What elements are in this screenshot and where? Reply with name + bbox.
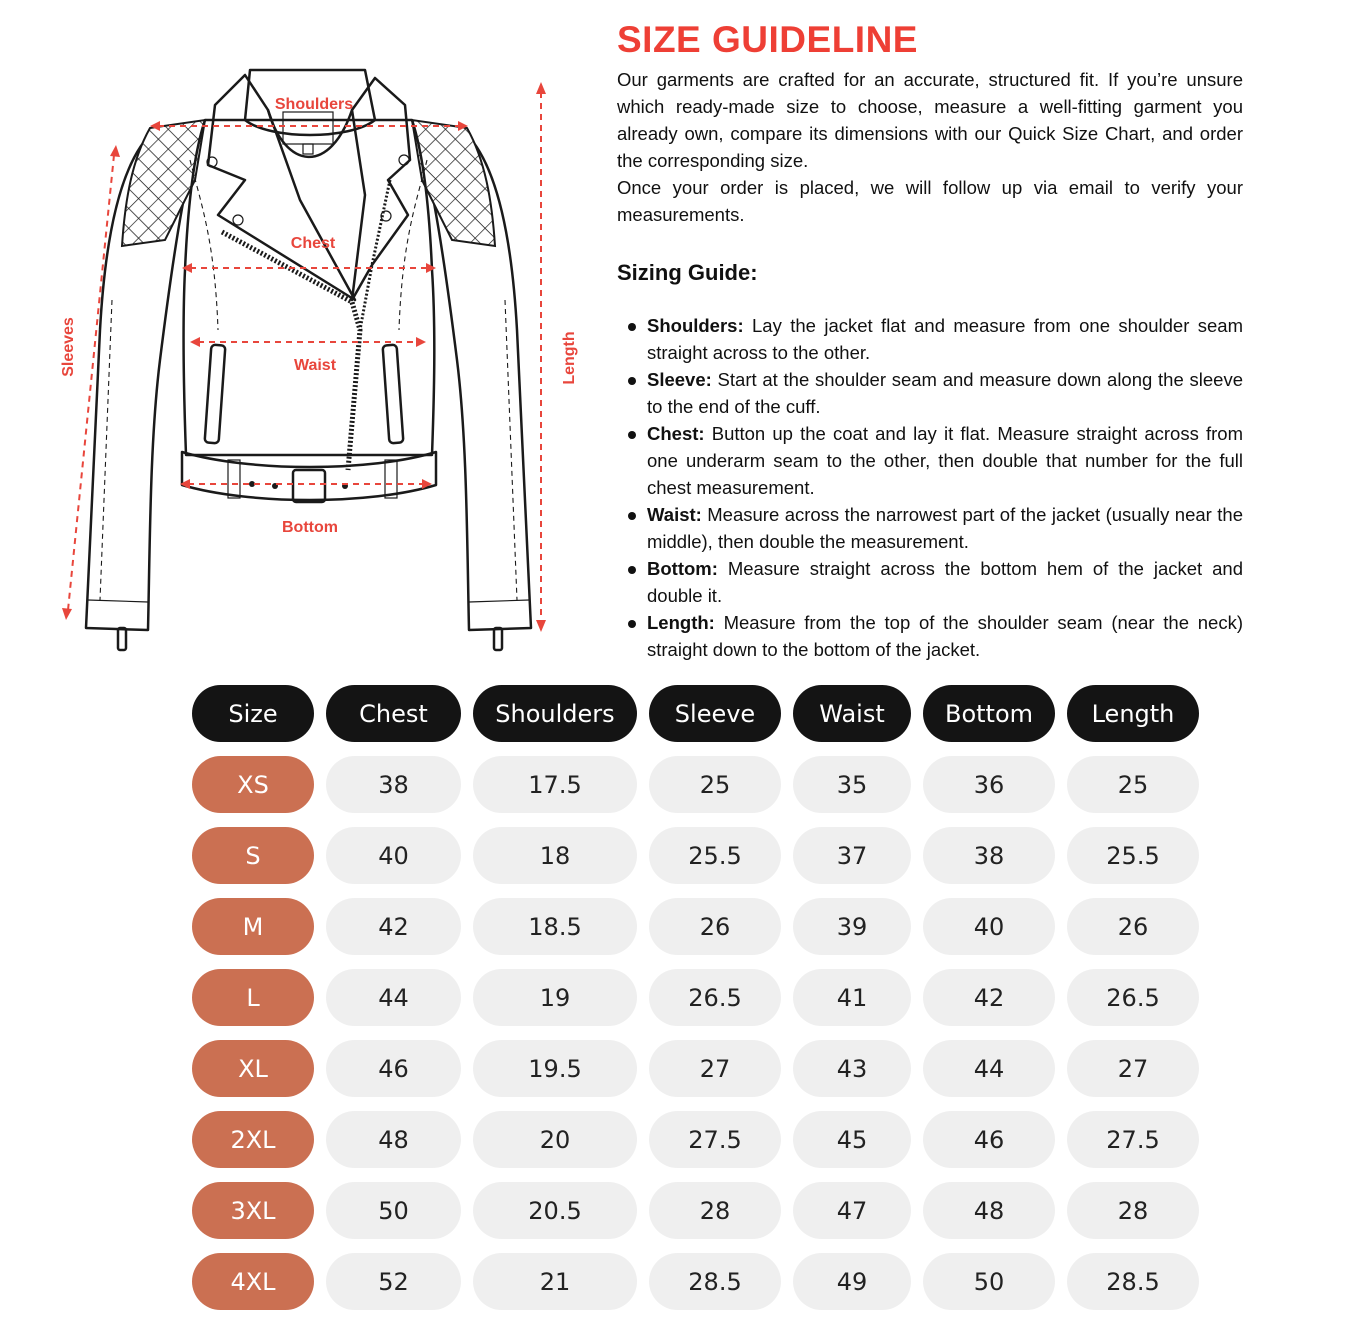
table-cell-length: 26 bbox=[1067, 898, 1199, 955]
size-pill: S bbox=[192, 827, 314, 884]
size-guide-text bbox=[617, 20, 1243, 663]
table-cell-bottom: 44 bbox=[923, 1040, 1055, 1097]
guide-item-term: Length: bbox=[647, 612, 715, 633]
guide-item-text: Start at the shoulder seam and measure down along the sleeve to the end of the cuff. bbox=[647, 369, 1243, 417]
table-cell-sleeve: 26 bbox=[649, 898, 781, 955]
header-shoulders: Shoulders bbox=[473, 685, 637, 742]
size-pill: M bbox=[192, 898, 314, 955]
table-cell-chest: 40 bbox=[326, 827, 461, 884]
table-cell-chest: 50 bbox=[326, 1182, 461, 1239]
size-pill: 2XL bbox=[192, 1111, 314, 1168]
table-cell-shoulders: 20.5 bbox=[473, 1182, 637, 1239]
table-cell-sleeve: 27 bbox=[649, 1040, 781, 1097]
intro-text bbox=[617, 66, 1243, 228]
table-cell-chest: 46 bbox=[326, 1040, 461, 1097]
table-header-row bbox=[192, 685, 1211, 742]
label-sleeves: Sleeves bbox=[60, 317, 77, 377]
table-cell-waist: 39 bbox=[793, 898, 911, 955]
guide-item-text: Lay the jacket flat and measure from one shoulder seam straight across to the other. bbox=[647, 315, 1243, 363]
label-length: Length bbox=[561, 331, 578, 385]
table-cell-chest: 52 bbox=[326, 1253, 461, 1310]
sizing-guide-heading: Sizing Guide: bbox=[617, 260, 758, 285]
sizing-guide-list bbox=[617, 312, 1243, 663]
table-cell-shoulders: 19 bbox=[473, 969, 637, 1026]
table-cell-waist: 49 bbox=[793, 1253, 911, 1310]
guide-item bbox=[617, 420, 1243, 501]
table-cell-bottom: 40 bbox=[923, 898, 1055, 955]
table-cell-waist: 37 bbox=[793, 827, 911, 884]
table-cell-sleeve: 28.5 bbox=[649, 1253, 781, 1310]
guide-item-text: Button up the coat and lay it flat. Measure straight across from one underarm seam to the other, then double that number for the full chest measurement. bbox=[647, 423, 1243, 498]
table-cell-length: 25.5 bbox=[1067, 827, 1199, 884]
guide-item bbox=[617, 312, 1243, 366]
table-cell-sleeve: 26.5 bbox=[649, 969, 781, 1026]
guide-item-term: Shoulders: bbox=[647, 315, 744, 336]
table-row bbox=[192, 1111, 1211, 1168]
table-cell-bottom: 42 bbox=[923, 969, 1055, 1026]
table-cell-sleeve: 25 bbox=[649, 756, 781, 813]
guide-item-term: Bottom: bbox=[647, 558, 718, 579]
table-cell-length: 26.5 bbox=[1067, 969, 1199, 1026]
table-cell-bottom: 38 bbox=[923, 827, 1055, 884]
label-shoulders: Shoulders bbox=[274, 96, 354, 113]
table-cell-bottom: 48 bbox=[923, 1182, 1055, 1239]
table-cell-waist: 47 bbox=[793, 1182, 911, 1239]
header-chest: Chest bbox=[326, 685, 461, 742]
guide-item-text: Measure from the top of the shoulder seam (near the neck) straight down to the bottom of the jacket. bbox=[647, 612, 1243, 660]
page-title: SIZE GUIDELINE bbox=[617, 19, 918, 60]
table-cell-length: 28.5 bbox=[1067, 1253, 1199, 1310]
guide-item-term: Waist: bbox=[647, 504, 702, 525]
table-row bbox=[192, 969, 1211, 1026]
intro-paragraph: Once your order is placed, we will follow up via email to verify your measurements. bbox=[617, 177, 1243, 225]
table-cell-shoulders: 17.5 bbox=[473, 756, 637, 813]
guide-item-term: Sleeve: bbox=[647, 369, 712, 390]
table-cell-shoulders: 20 bbox=[473, 1111, 637, 1168]
table-row bbox=[192, 1182, 1211, 1239]
table-cell-bottom: 46 bbox=[923, 1111, 1055, 1168]
table-cell-sleeve: 28 bbox=[649, 1182, 781, 1239]
table-cell-length: 27 bbox=[1067, 1040, 1199, 1097]
table-row bbox=[192, 1040, 1211, 1097]
table-cell-bottom: 36 bbox=[923, 756, 1055, 813]
size-pill: XL bbox=[192, 1040, 314, 1097]
size-chart-table bbox=[192, 685, 1211, 1324]
table-cell-length: 28 bbox=[1067, 1182, 1199, 1239]
table-cell-sleeve: 25.5 bbox=[649, 827, 781, 884]
table-row bbox=[192, 827, 1211, 884]
table-row bbox=[192, 898, 1211, 955]
guide-item-term: Chest: bbox=[647, 423, 705, 444]
table-cell-chest: 42 bbox=[326, 898, 461, 955]
table-cell-chest: 44 bbox=[326, 969, 461, 1026]
table-cell-waist: 45 bbox=[793, 1111, 911, 1168]
label-waist: Waist bbox=[293, 357, 337, 374]
table-cell-sleeve: 27.5 bbox=[649, 1111, 781, 1168]
intro-paragraph: Our garments are crafted for an accurate, structured fit. If you’re unsure which ready-made size to choose, measure a well-fitting garment you already own, compare its dimensions with our Quick Size Chart, and order the corresponding size. bbox=[617, 69, 1243, 171]
guide-item bbox=[617, 555, 1243, 609]
header-bottom: Bottom bbox=[923, 685, 1055, 742]
table-cell-shoulders: 18.5 bbox=[473, 898, 637, 955]
header-waist: Waist bbox=[793, 685, 911, 742]
table-cell-shoulders: 19.5 bbox=[473, 1040, 637, 1097]
table-row bbox=[192, 1253, 1211, 1310]
size-pill: 4XL bbox=[192, 1253, 314, 1310]
table-cell-length: 25 bbox=[1067, 756, 1199, 813]
table-row bbox=[192, 756, 1211, 813]
table-cell-shoulders: 18 bbox=[473, 827, 637, 884]
header-sleeve: Sleeve bbox=[649, 685, 781, 742]
table-cell-length: 27.5 bbox=[1067, 1111, 1199, 1168]
table-cell-shoulders: 21 bbox=[473, 1253, 637, 1310]
header-size: Size bbox=[192, 685, 314, 742]
table-cell-waist: 35 bbox=[793, 756, 911, 813]
table-cell-chest: 48 bbox=[326, 1111, 461, 1168]
guide-item bbox=[617, 501, 1243, 555]
size-pill: 3XL bbox=[192, 1182, 314, 1239]
guide-item-text: Measure across the narrowest part of the jacket (usually near the middle), then double the measurement. bbox=[647, 504, 1243, 552]
jacket-diagram bbox=[0, 0, 600, 670]
table-cell-chest: 38 bbox=[326, 756, 461, 813]
table-cell-waist: 43 bbox=[793, 1040, 911, 1097]
guide-item-text: Measure straight across the bottom hem of the jacket and double it. bbox=[647, 558, 1243, 606]
table-cell-bottom: 50 bbox=[923, 1253, 1055, 1310]
guide-item bbox=[617, 609, 1243, 663]
table-cell-waist: 41 bbox=[793, 969, 911, 1026]
header-length: Length bbox=[1067, 685, 1199, 742]
size-pill: L bbox=[192, 969, 314, 1026]
label-chest: Chest bbox=[290, 235, 336, 252]
label-bottom: Bottom bbox=[282, 519, 338, 536]
guide-item bbox=[617, 366, 1243, 420]
size-pill: XS bbox=[192, 756, 314, 813]
